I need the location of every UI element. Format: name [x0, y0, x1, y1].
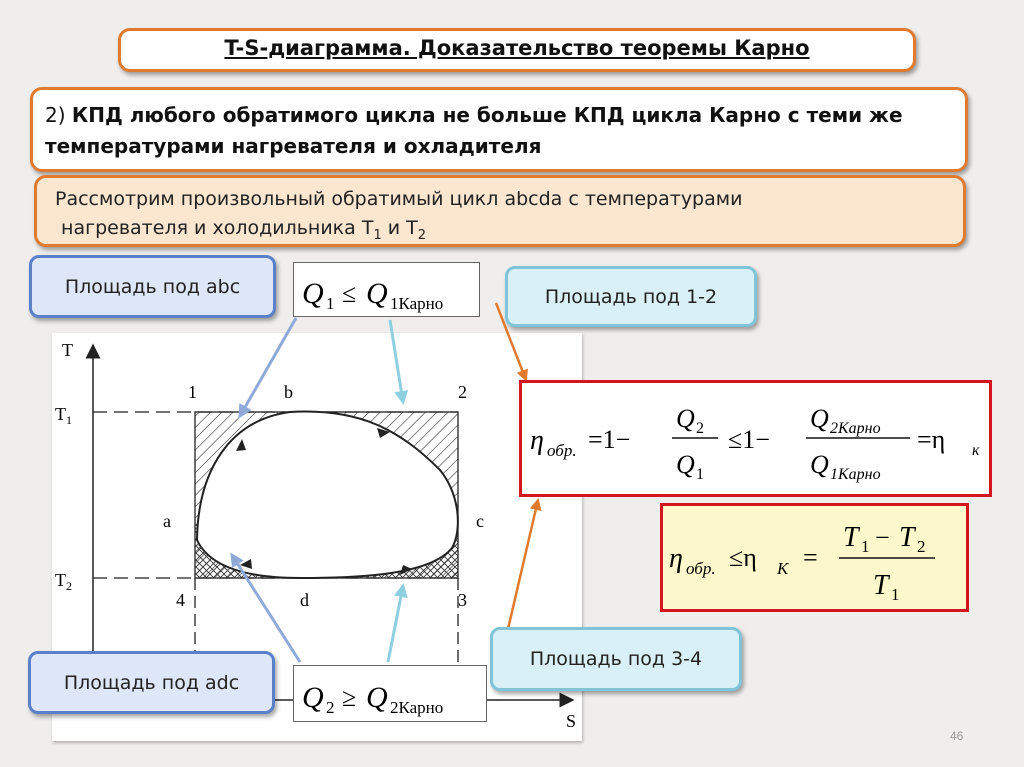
svg-text:≤: ≤	[342, 279, 357, 308]
carnot-efficiency-svg	[663, 506, 966, 609]
svg-text:Q: Q	[810, 450, 829, 479]
page-title: T-S-диаграмма. Доказательство теоремы Карно	[224, 36, 810, 60]
point-b: b	[284, 382, 293, 402]
point-1: 1	[188, 382, 197, 402]
label-area-12	[505, 266, 757, 327]
svg-text:2Карно: 2Карно	[390, 698, 444, 717]
svg-text:=: =	[803, 543, 818, 572]
svg-text:Q: Q	[366, 277, 388, 310]
svg-text:Q: Q	[676, 450, 695, 479]
svg-text:T: T	[873, 570, 889, 601]
consider-sub-2: 2	[417, 227, 427, 243]
arrow-q2-carnot	[388, 586, 403, 662]
svg-text:T: T	[843, 522, 859, 553]
point-c: c	[476, 511, 484, 531]
svg-text:=1−: =1−	[588, 425, 631, 454]
label-area-abc-text: Площадь под abc	[64, 275, 241, 298]
svg-text:Q: Q	[302, 681, 324, 714]
axis-t-label: T	[62, 340, 73, 360]
page-number: 46	[950, 729, 964, 743]
point-3: 3	[458, 590, 467, 610]
point-a: a	[163, 511, 171, 531]
carnot-efficiency-box	[660, 503, 969, 612]
svg-text:1: 1	[696, 466, 704, 483]
svg-text:η: η	[669, 543, 683, 574]
svg-text:T: T	[899, 522, 915, 553]
svg-text:=η: =η	[917, 425, 946, 454]
label-area-12-text: Площадь под 1-2	[544, 285, 718, 308]
statement-bold: КПД любого обратимого цикла не больше КПД цикла Карно с теми же температурами нагревателя и охладителя	[45, 103, 903, 158]
consider-line-2-pre: нагревателя и холодильника T	[61, 217, 374, 239]
axis-s-label: S	[566, 711, 577, 731]
consider-mid: и T	[381, 217, 418, 239]
formula-q1	[293, 262, 480, 317]
svg-text:Q: Q	[302, 277, 324, 310]
point-2: 2	[458, 382, 467, 402]
point-d: d	[300, 590, 309, 610]
efficiency-formula-box	[519, 380, 992, 497]
formula-q2-svg	[294, 666, 488, 723]
consider-sub-1: 1	[373, 227, 382, 243]
label-area-34	[490, 627, 742, 691]
svg-text:1Карно: 1Карно	[830, 466, 881, 483]
svg-text:2: 2	[326, 698, 335, 717]
efficiency-formula-svg	[522, 383, 989, 494]
svg-text:≥: ≥	[342, 683, 357, 712]
svg-text:1: 1	[861, 537, 870, 556]
svg-text:1Карно: 1Карно	[390, 294, 444, 313]
label-area-34-text: Площадь под 3-4	[529, 648, 703, 670]
svg-text:2Карно: 2Карно	[830, 420, 881, 437]
svg-text:2: 2	[696, 420, 704, 437]
label-area-adc-text: Площадь под adc	[63, 671, 240, 694]
svg-text:1: 1	[326, 294, 335, 313]
svg-text:к: к	[972, 442, 980, 459]
consider-line-1: Рассмотрим произвольный обратимый цикл abcda с температурами	[55, 188, 743, 210]
t2-label: $T_2$	[55, 570, 72, 593]
svg-text:Q: Q	[676, 404, 695, 433]
statement-number: 2)	[45, 103, 72, 127]
svg-text:η: η	[530, 425, 544, 456]
label-area-adc	[28, 651, 275, 714]
svg-text:Q: Q	[810, 404, 829, 433]
svg-text:К: К	[777, 559, 789, 578]
svg-text:≤η: ≤η	[729, 543, 757, 572]
svg-text:≤1−: ≤1−	[728, 425, 770, 454]
formula-q2	[293, 665, 487, 722]
svg-text:1: 1	[891, 585, 900, 604]
formula-q1-svg	[294, 263, 481, 318]
t1-label: $T_1$	[55, 404, 72, 427]
svg-text:2: 2	[917, 537, 926, 556]
svg-text:−: −	[875, 523, 890, 552]
label-area-abc	[29, 255, 276, 318]
arrow-q1-carnot	[390, 320, 403, 402]
point-4: 4	[176, 590, 185, 610]
svg-text:Q: Q	[366, 681, 388, 714]
svg-text:обр.: обр.	[686, 559, 716, 578]
svg-text:обр.: обр.	[547, 441, 577, 460]
